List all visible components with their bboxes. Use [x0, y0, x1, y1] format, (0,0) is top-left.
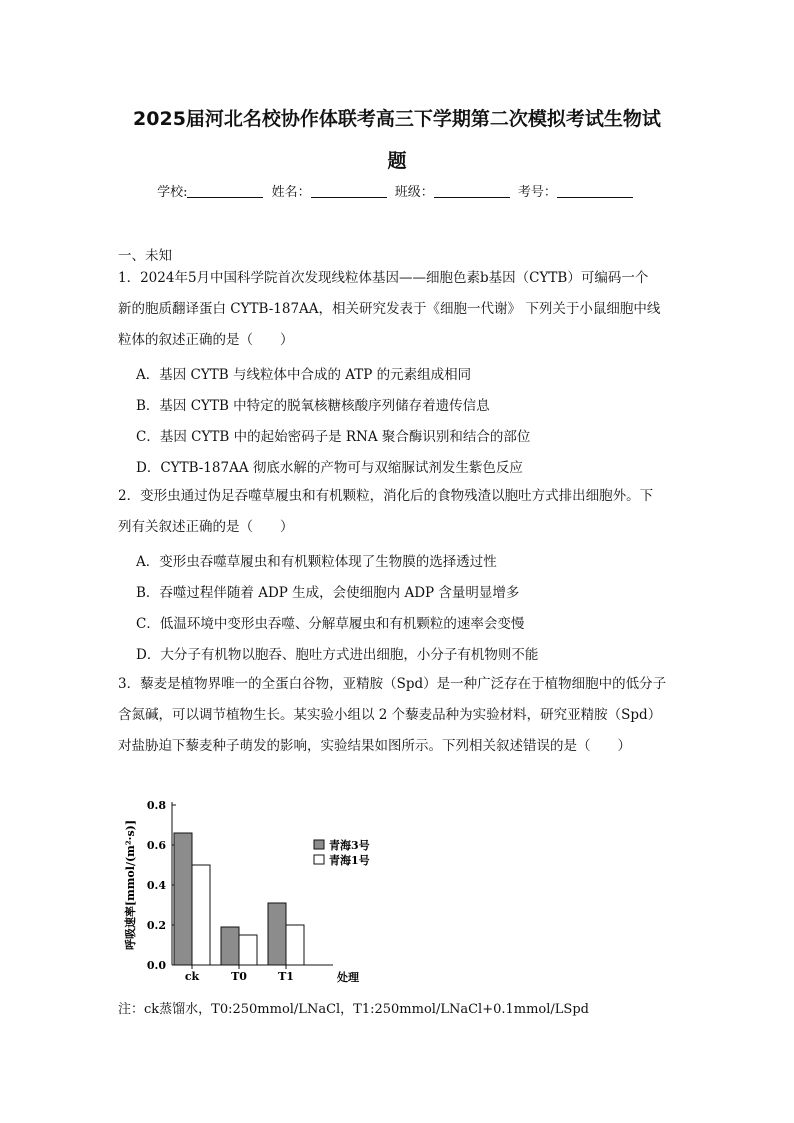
- bar-T0-1: [221, 927, 239, 965]
- question-1-option-c: C．基因 CYTB 中的起始密码子是 RNA 聚合酶识别和结合的部位: [136, 429, 531, 445]
- x-tick-label: T0: [231, 970, 247, 983]
- doc-title-continued: 题: [387, 150, 407, 172]
- bar-T0-2: [239, 935, 257, 965]
- bar-ck-2: [192, 865, 210, 965]
- student-info-row: [0, 181, 794, 200]
- question-line: 列有关叙述正确的是（ ）: [118, 519, 294, 535]
- legend-swatch-2: [314, 855, 324, 864]
- y-tick-label: 0.6: [146, 839, 166, 852]
- x-tick-label: T1: [278, 970, 294, 983]
- question-line: 对盐胁迫下藜麦种子萌发的影响，实验结果如图所示。下列相关叙述错误的是（ ）: [118, 738, 631, 754]
- class-blank: [434, 185, 510, 198]
- class-label: 班级：: [394, 185, 434, 200]
- question-1-option-d: D．CYTB-187AA 彻底水解的产物可与双缩脲试剂发生紫色反应: [136, 460, 523, 476]
- school-label: 学校:: [157, 185, 188, 200]
- y-tick-label: 0.4: [146, 879, 166, 892]
- legend-label-2: 青海1号: [329, 854, 370, 867]
- name-blank: [311, 185, 387, 198]
- y-tick-label: 0.0: [146, 959, 166, 972]
- question-2-option-c: C．低温环境中变形虫吞噬、分解草履虫和有机颗粒的速率会变慢: [136, 616, 525, 632]
- respiration-rate-bar-chart: [118, 790, 408, 990]
- y-tick-label: 0.8: [146, 799, 166, 812]
- question-2-option-a: A．变形虫吞噬草履虫和有机颗粒体现了生物膜的选择透过性: [136, 554, 497, 570]
- question-line: 1．2024年5月中国科学院首次发现线粒体基因——细胞色素b基因（CYTB）可编码一个: [118, 270, 649, 286]
- chart-note: 注：ck蒸馏水，T0:250mmol/LNaCl，T1:250mmol/LNaCl+0.1mmol/LSpd: [118, 1002, 589, 1017]
- question-3-stem: [118, 669, 678, 762]
- question-1-option-b: B．基因 CYTB 中特定的脱氧核糖核酸序列储存着遗传信息: [136, 398, 490, 414]
- question-line: 含氮碱，可以调节植物生长。某实验小组以 2 个藜麦品种为实验材料，研究亚精胺（Spd）: [118, 707, 662, 723]
- question-2-option-d: D．大分子有机物以胞吞、胞吐方式进出细胞，小分子有机物则不能: [136, 647, 539, 663]
- y-tick-label: 0.2: [146, 919, 166, 932]
- name-label: 姓名：: [271, 185, 311, 200]
- question-1-stem: [118, 263, 678, 356]
- question-line: 3．藜麦是植物界唯一的全蛋白谷物，亚精胺（Spd）是一种广泛存在于植物细胞中的低分子: [118, 676, 667, 692]
- legend-swatch-1: [314, 840, 324, 849]
- number-label: 考号：: [517, 185, 557, 200]
- question-line: 粒体的叙述正确的是（ ）: [118, 332, 294, 348]
- x-tick-label: ck: [184, 970, 200, 983]
- question-1-option-a: A．基因 CYTB 与线粒体中合成的 ATP 的元素组成相同: [136, 367, 472, 383]
- question-line: 2．变形虫通过伪足吞噬草履虫和有机颗粒，消化后的食物残渣以胞吐方式排出细胞外。下: [118, 488, 654, 504]
- question-2-stem: [118, 481, 678, 543]
- question-line: 新的胞质翻译蛋白 CYTB-187AA，相关研究发表于《细胞一代谢》 下列关于小鼠细胞中线: [118, 301, 661, 317]
- number-blank: [557, 185, 633, 198]
- legend-label-1: 青海3号: [329, 839, 370, 852]
- bar-ck-1: [174, 833, 192, 965]
- y-axis-label: 呼吸速率[mmol/(m²·s)]: [124, 819, 137, 951]
- bar-T1-2: [286, 925, 304, 965]
- section-heading: 一、未知: [118, 248, 172, 264]
- doc-title: 2025届河北名校协作体联考高三下学期第二次模拟考试生物试: [133, 108, 661, 130]
- bar-T1-1: [268, 903, 286, 965]
- x-axis-label: 处理: [337, 971, 359, 984]
- question-2-option-b: B．吞噬过程伴随着 ADP 生成，会使细胞内 ADP 含量明显增多: [136, 585, 520, 601]
- school-blank: [187, 185, 263, 198]
